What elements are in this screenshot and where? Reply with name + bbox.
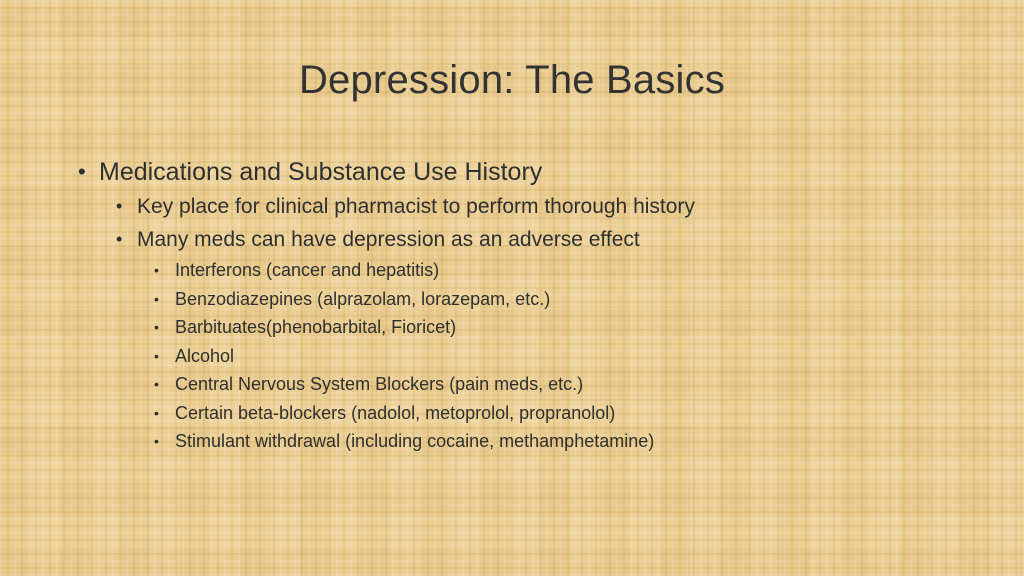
bullet-list-level-2 xyxy=(116,190,978,456)
main-bullet-text: Medications and Substance Use History xyxy=(99,158,543,186)
med-bullet-text: Barbituates(phenobarbital, Fioricet) xyxy=(175,317,457,337)
med-bullet-text: Stimulant withdrawal (including cocaine, methamphetamine) xyxy=(175,431,655,451)
med-bullet xyxy=(154,342,978,371)
main-bullet xyxy=(78,154,978,456)
med-bullet xyxy=(154,285,978,314)
sub-bullet-text: Key place for clinical pharmacist to perform thorough history xyxy=(137,195,695,218)
med-bullet xyxy=(154,256,978,285)
slide-title: Depression: The Basics xyxy=(298,58,726,102)
slide-content xyxy=(78,154,978,456)
med-bullet xyxy=(154,370,978,399)
med-bullet xyxy=(154,313,978,342)
sub-bullet xyxy=(116,190,978,223)
med-bullet-text: Alcohol xyxy=(175,345,235,366)
med-bullet-text: Benzodiazepines (alprazolam, lorazepam, etc.) xyxy=(175,288,551,309)
bullet-list-level-3 xyxy=(154,256,978,456)
med-bullet xyxy=(154,399,978,428)
bullet-list-level-1 xyxy=(78,154,978,456)
med-bullet xyxy=(154,427,978,456)
med-bullet-text: Interferons (cancer and hepatitis) xyxy=(175,260,440,280)
sub-bullet-text: Many meds can have depression as an adverse effect xyxy=(137,228,640,251)
med-bullet-text: Central Nervous System Blockers (pain meds, etc.) xyxy=(175,374,584,394)
sub-bullet xyxy=(116,223,978,456)
med-bullet-text: Certain beta-blockers (nadolol, metoprolol, propranolol) xyxy=(175,402,616,423)
